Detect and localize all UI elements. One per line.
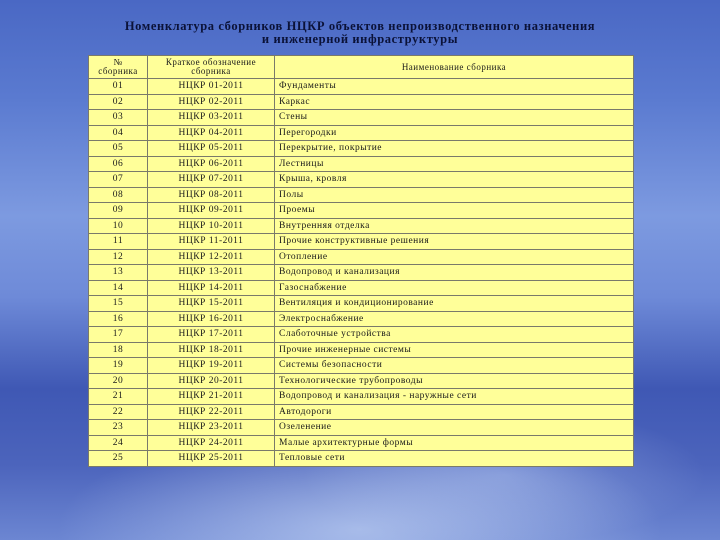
cell-number: 21	[89, 389, 148, 405]
cell-code: НЦКР 22-2011	[148, 404, 275, 420]
cell-name: Малые архитектурные формы	[275, 435, 634, 451]
cell-name: Водопровод и канализация	[275, 265, 634, 281]
cell-code: НЦКР 15-2011	[148, 296, 275, 312]
cell-number: 14	[89, 280, 148, 296]
cell-name: Автодороги	[275, 404, 634, 420]
cell-number: 15	[89, 296, 148, 312]
table-row	[89, 141, 634, 157]
cell-code: НЦКР 06-2011	[148, 156, 275, 172]
cell-name: Электроснабжение	[275, 311, 634, 327]
cell-number: 16	[89, 311, 148, 327]
cell-name: Системы безопасности	[275, 358, 634, 374]
cell-number: 10	[89, 218, 148, 234]
table-row	[89, 404, 634, 420]
cell-number: 23	[89, 420, 148, 436]
cell-number: 12	[89, 249, 148, 265]
table-row	[89, 435, 634, 451]
cell-name: Отопление	[275, 249, 634, 265]
table-row	[89, 342, 634, 358]
table-row	[89, 125, 634, 141]
cell-code: НЦКР 04-2011	[148, 125, 275, 141]
table-row	[89, 187, 634, 203]
cell-code: НЦКР 19-2011	[148, 358, 275, 374]
cell-name: Вентиляция и кондиционирование	[275, 296, 634, 312]
table-row	[89, 156, 634, 172]
cell-number: 06	[89, 156, 148, 172]
cell-number: 17	[89, 327, 148, 343]
cell-code: НЦКР 12-2011	[148, 249, 275, 265]
table-row	[89, 249, 634, 265]
cell-name: Фундаменты	[275, 79, 634, 95]
cell-name: Каркас	[275, 94, 634, 110]
cell-code: НЦКР 08-2011	[148, 187, 275, 203]
table-header-row	[89, 56, 634, 79]
cell-number: 24	[89, 435, 148, 451]
table-row	[89, 218, 634, 234]
cell-code: НЦКР 20-2011	[148, 373, 275, 389]
cell-name: Тепловые сети	[275, 451, 634, 467]
header-code	[148, 56, 275, 79]
cell-code: НЦКР 11-2011	[148, 234, 275, 250]
cell-code: НЦКР 13-2011	[148, 265, 275, 281]
table-row	[89, 94, 634, 110]
cell-code: НЦКР 16-2011	[148, 311, 275, 327]
cell-number: 20	[89, 373, 148, 389]
cell-name: Газоснабжение	[275, 280, 634, 296]
header-code-line-2: сборника	[191, 66, 231, 76]
cell-number: 09	[89, 203, 148, 219]
table-row	[89, 327, 634, 343]
table-row	[89, 451, 634, 467]
table-row	[89, 265, 634, 281]
cell-name: Прочие инженерные системы	[275, 342, 634, 358]
table-row	[89, 110, 634, 126]
table-row	[89, 420, 634, 436]
header-number-line-2: сборника	[98, 66, 138, 76]
cell-code: НЦКР 18-2011	[148, 342, 275, 358]
cell-number: 08	[89, 187, 148, 203]
cell-name: Технологические трубопроводы	[275, 373, 634, 389]
cell-code: НЦКР 10-2011	[148, 218, 275, 234]
table-row	[89, 79, 634, 95]
cell-code: НЦКР 02-2011	[148, 94, 275, 110]
cell-name: Внутренняя отделка	[275, 218, 634, 234]
cell-name: Перегородки	[275, 125, 634, 141]
cell-code: НЦКР 17-2011	[148, 327, 275, 343]
cell-number: 03	[89, 110, 148, 126]
table-row	[89, 234, 634, 250]
cell-code: НЦКР 03-2011	[148, 110, 275, 126]
table-row	[89, 296, 634, 312]
header-number-line-1: №	[113, 57, 123, 67]
cell-code: НЦКР 14-2011	[148, 280, 275, 296]
table-row	[89, 311, 634, 327]
cell-name: Прочие конструктивные решения	[275, 234, 634, 250]
cell-name: Полы	[275, 187, 634, 203]
cell-number: 05	[89, 141, 148, 157]
table-row	[89, 373, 634, 389]
cell-number: 18	[89, 342, 148, 358]
cell-number: 25	[89, 451, 148, 467]
cell-code: НЦКР 09-2011	[148, 203, 275, 219]
cell-name: Водопровод и канализация - наружные сети	[275, 389, 634, 405]
table-row	[89, 389, 634, 405]
cell-name: Проемы	[275, 203, 634, 219]
cell-code: НЦКР 01-2011	[148, 79, 275, 95]
cell-name: Слаботочные устройства	[275, 327, 634, 343]
header-name: Наименование сборника	[275, 56, 634, 79]
cell-code: НЦКР 24-2011	[148, 435, 275, 451]
cell-code: НЦКР 21-2011	[148, 389, 275, 405]
cell-number: 04	[89, 125, 148, 141]
cell-name: Крыша, кровля	[275, 172, 634, 188]
cell-name: Озеленение	[275, 420, 634, 436]
cell-number: 22	[89, 404, 148, 420]
cell-number: 19	[89, 358, 148, 374]
cell-number: 13	[89, 265, 148, 281]
cell-name: Лестницы	[275, 156, 634, 172]
cell-code: НЦКР 07-2011	[148, 172, 275, 188]
cell-code: НЦКР 25-2011	[148, 451, 275, 467]
cell-number: 02	[89, 94, 148, 110]
table-row	[89, 172, 634, 188]
cell-code: НЦКР 23-2011	[148, 420, 275, 436]
cell-name: Перекрытие, покрытие	[275, 141, 634, 157]
table-row	[89, 203, 634, 219]
cell-code: НЦКР 05-2011	[148, 141, 275, 157]
header-code-line-1: Краткое обозначение	[165, 57, 257, 67]
slide-title-line-1: Номенклатура сборников НЦКР объектов непроизводственного назначения	[124, 19, 596, 33]
catalog-table	[88, 55, 634, 467]
cell-number: 07	[89, 172, 148, 188]
cell-number: 01	[89, 79, 148, 95]
table-row	[89, 280, 634, 296]
header-number	[89, 56, 148, 79]
slide-title	[0, 20, 720, 46]
cell-name: Стены	[275, 110, 634, 126]
table-row	[89, 358, 634, 374]
cell-number: 11	[89, 234, 148, 250]
slide-title-line-2: и инженерной инфраструктуры	[261, 32, 459, 46]
